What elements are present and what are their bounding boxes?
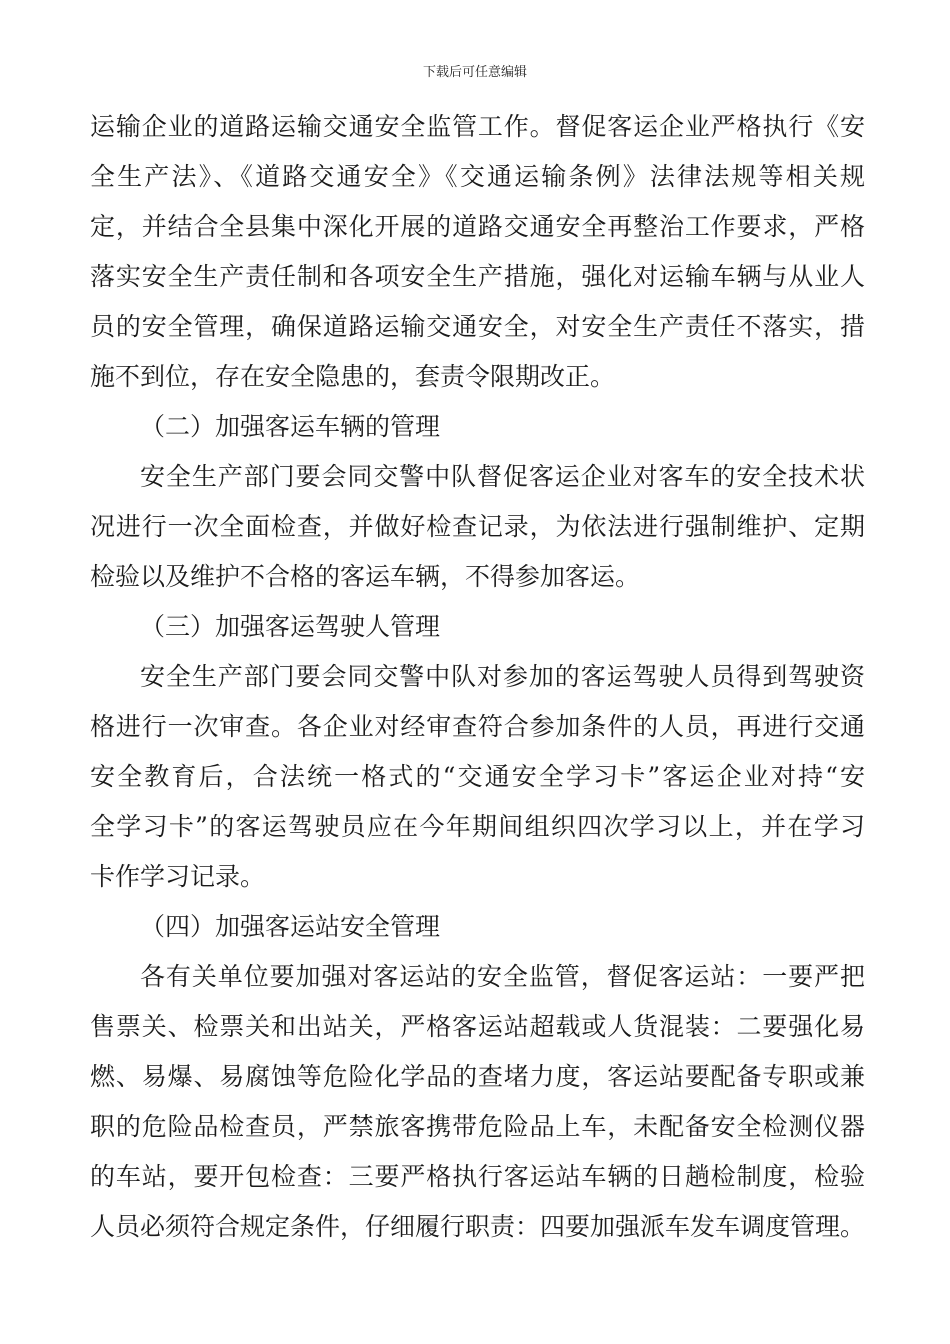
paragraph-line: 职的危险品检查员，严禁旅客携带危险品上车，未配备安全检测仪器	[90, 1112, 865, 1141]
paragraph-line: 各有关单位要加强对客运站的安全监管，督促客运站：一要严把	[140, 962, 865, 991]
paragraph-line: 人员必须符合规定条件，仔细履行职责：四要加强派车发车调度管理。	[90, 1212, 866, 1241]
section-heading: （二）加强客运车辆的管理	[140, 412, 441, 441]
paragraph-line: 况进行一次全面检查，并做好检查记录，为依法进行强制维护、定期	[90, 512, 865, 541]
paragraph-line: 运输企业的道路运输交通安全监管工作。督促客运企业严格执行《安	[90, 112, 865, 141]
paragraph-line: 安全教育后，合法统一格式的“交通安全学习卡”客运企业对持“安	[90, 762, 865, 791]
paragraph-line: 落实安全生产责任制和各项安全生产措施，强化对运输车辆与从业人	[90, 262, 865, 291]
paragraph-line: 格进行一次审查。各企业对经审查符合参加条件的人员，再进行交通	[90, 712, 865, 741]
paragraph-line: 员的安全管理，确保道路运输交通安全，对安全生产责任不落实，措	[90, 312, 865, 341]
paragraph-line: 卡作学习记录。	[90, 862, 266, 891]
paragraph-line: 施不到位，存在安全隐患的，套责令限期改正。	[90, 362, 616, 391]
document-body	[90, 102, 865, 1252]
paragraph-line: 全生产法》、《道路交通安全》《交通运输条例》法律法规等相关规	[90, 162, 865, 191]
page-header: 下载后可任意编辑	[422, 65, 527, 80]
paragraph-line: 安全生产部门要会同交警中队对参加的客运驾驶人员得到驾驶资	[140, 662, 865, 691]
section-heading: （三）加强客运驾驶人管理	[140, 612, 441, 641]
section-heading: （四）加强客运站安全管理	[140, 912, 441, 941]
paragraph-line: 售票关、检票关和出站关，严格客运站超载或人货混装：二要强化易	[90, 1012, 865, 1041]
paragraph-line: 的车站，要开包检查：三要严格执行客运站车辆的日趟检制度，检验	[90, 1162, 865, 1191]
paragraph-line: 全学习卡”的客运驾驶员应在今年期间组织四次学习以上，并在学习	[90, 812, 865, 841]
paragraph-line: 安全生产部门要会同交警中队督促客运企业对客车的安全技术状	[140, 462, 865, 491]
paragraph-line: 燃、易爆、易腐蚀等危险化学品的查堵力度，客运站要配备专职或兼	[90, 1062, 865, 1091]
paragraph-line: 定，并结合全县集中深化开展的道路交通安全再整治工作要求，严格	[90, 212, 865, 241]
paragraph-line: 检验以及维护不合格的客运车辆，不得参加客运。	[90, 562, 641, 591]
